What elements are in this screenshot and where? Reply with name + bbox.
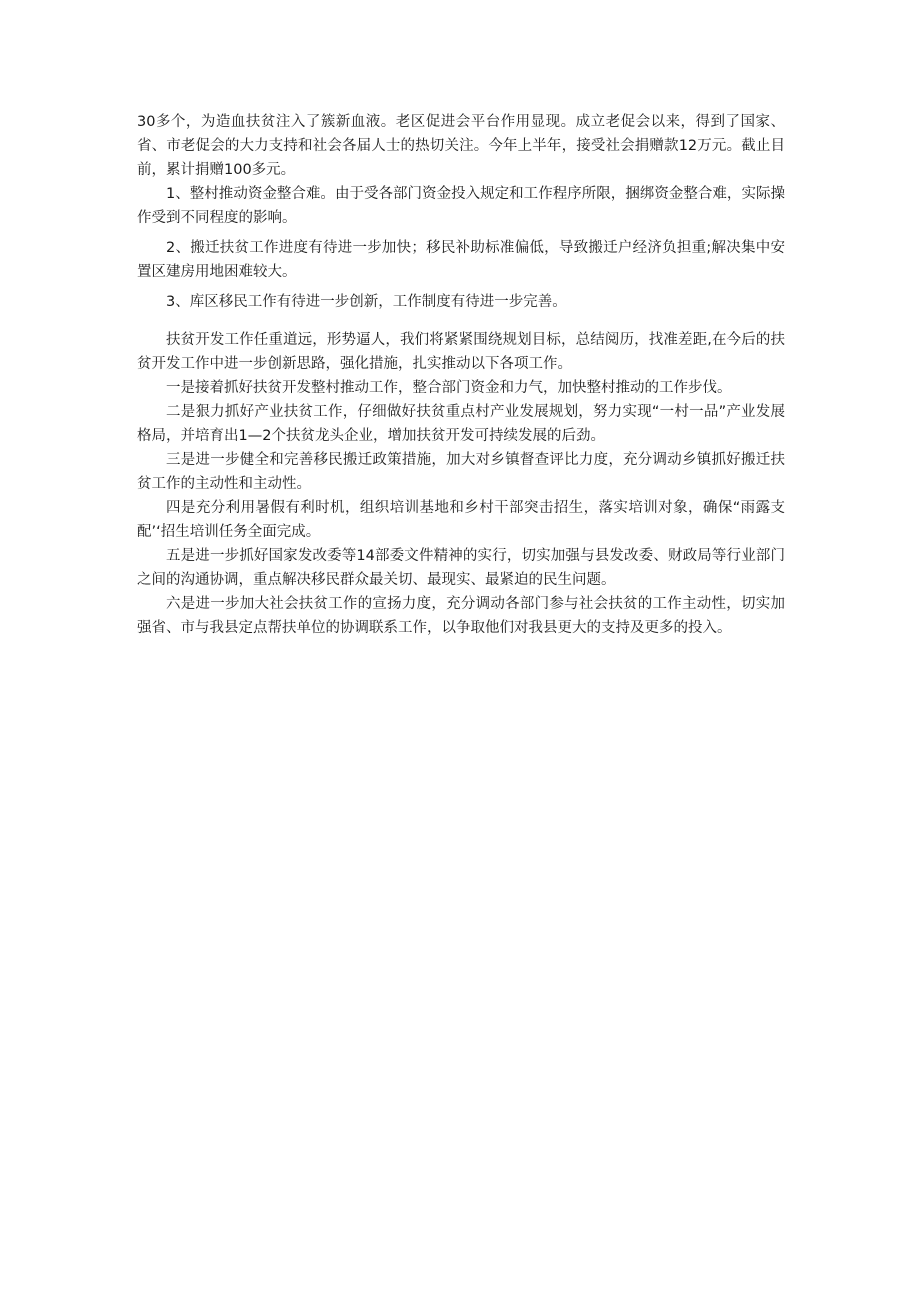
paragraph-problem-2: 2、搬迁扶贫工作进度有待进一步加快；移民补助标准偏低，导致搬迁户经济负担重;解决集中安置区建房用地困难较大。 xyxy=(137,240,785,280)
paragraph-task-4: 四是充分利用暑假有利时机，组织培训基地和乡村干部突击招生，落实培训对象，确保“雨露支配’‘招生培训任务全面完成。 xyxy=(137,500,785,540)
paragraph-intro-continued: 30多个，为造血扶贫注入了簇新血液。老区促进会平台作用显现。成立老促会以来，得到了国家、省、市老促会的大力支持和社会各届人士的热切关注。今年上半年，接受社会捐赠款12万元。截止目前，累计捐赠100多元。 xyxy=(137,114,785,178)
document-body xyxy=(137,110,785,640)
paragraph-problem-3: 3、库区移民工作有待进一步创新，工作制度有待进一步完善。 xyxy=(166,294,567,310)
paragraph-task-5: 五是进一步抓好国家发改委等14部委文件精神的实行，切实加强与县发改委、财政局等行业部门之间的沟通协调，重点解决移民群众最关切、最现实、最紧迫的民生问题。 xyxy=(137,548,785,588)
paragraph-task-1: 一是接着抓好扶贫开发整村推动工作，整合部门资金和力气，加快整村推动的工作步伐。 xyxy=(166,380,732,396)
paragraph-task-3: 三是进一步健全和完善移民搬迁政策措施，加大对乡镇督查评比力度，充分调动乡镇抓好搬迁扶贫工作的主动性和主动性。 xyxy=(137,452,785,492)
paragraph-task-2: 二是狠力抓好产业扶贫工作，仔细做好扶贫重点村产业发展规划，努力实现“一村一品”产业发展格局，并培育出1—2个扶贫龙头企业，增加扶贫开发可持续发展的后劲。 xyxy=(137,404,785,444)
paragraph-outlook: 扶贫开发工作任重道远，形势逼人，我们将紧紧围绕规划目标，总结阅历，找准差距,在今后的扶贫开发工作中进一步创新思路，强化措施，扎实推动以下各项工作。 xyxy=(137,332,785,372)
paragraph-task-6: 六是进一步加大社会扶贫工作的宣扬力度，充分调动各部门参与社会扶贫的工作主动性，切实加强省、市与我县定点帮扶单位的协调联系工作，以争取他们对我县更大的支持及更多的投入。 xyxy=(137,596,785,636)
paragraph-problem-1: 1、整村推动资金整合难。由于受各部门资金投入规定和工作程序所限，捆绑资金整合难，实际操作受到不同程度的影响。 xyxy=(137,186,785,226)
